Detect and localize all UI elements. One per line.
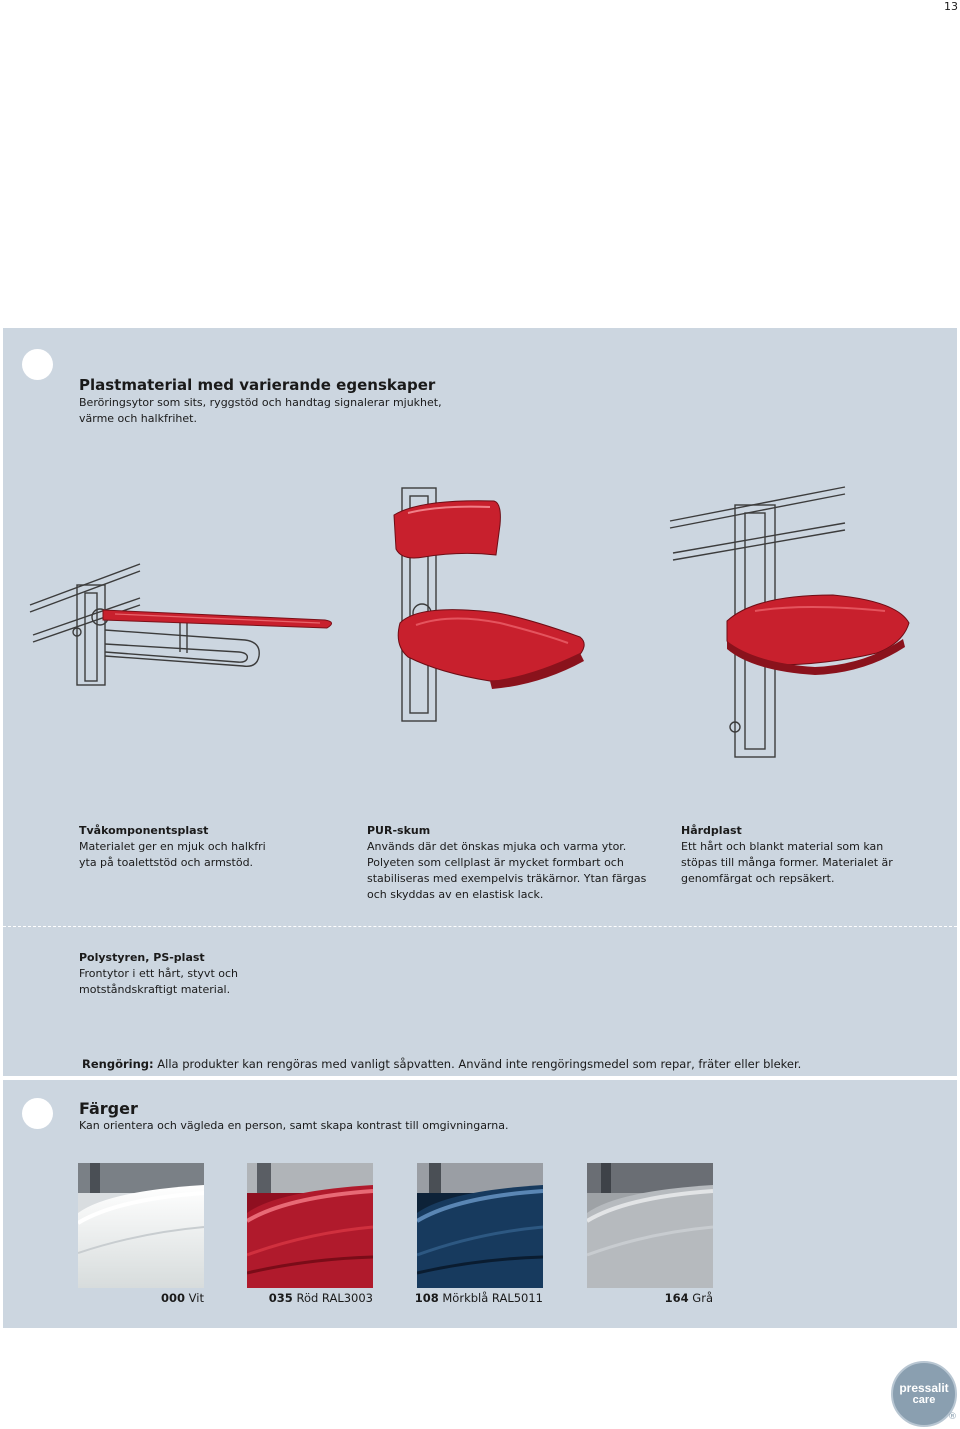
plastics-intro-line-1: Beröringsytor som sits, ryggstöd och handtag signalerar mjukhet, [79, 396, 442, 409]
material-two-component [79, 823, 299, 871]
material-line: Materialet ger en mjuk och halkfri [79, 840, 266, 853]
pressalit-care-logo [890, 1360, 958, 1428]
plastics-intro [79, 395, 479, 427]
material-pur-foam [367, 823, 667, 903]
material-line: stabiliseras med exempelvis träkärnor. Ytan färgas [367, 872, 647, 885]
foam-seat-illustration [380, 485, 600, 730]
colors-intro: Kan orientera och vägleda en person, samt skapa kontrast till omgivningarna. [79, 1119, 509, 1132]
page-number: 13 [944, 0, 958, 13]
swatch-name: Mörkblå RAL5011 [438, 1291, 543, 1305]
cleaning-note [82, 1056, 952, 1072]
swatch-code: 164 [664, 1291, 689, 1305]
section-divider [3, 926, 957, 927]
colors-title: Färger [79, 1099, 138, 1118]
material-hard-plastic [681, 823, 941, 887]
section-bullet-circle [22, 349, 53, 380]
swatch-code: 108 [414, 1291, 439, 1305]
material-heading: Hårdplast [681, 824, 742, 837]
section-bullet-circle [22, 1098, 53, 1129]
hard-seat-illustration [665, 483, 915, 763]
material-line: stöpas till många former. Materialet är [681, 856, 893, 869]
material-heading: PUR-skum [367, 824, 431, 837]
plastics-intro-line-2: värme och halkfrihet. [79, 412, 197, 425]
swatch-label-white [78, 1291, 204, 1305]
material-line: och skyddas av en elastisk lack. [367, 888, 544, 901]
swatch-name: Vit [185, 1291, 204, 1305]
swatch-red [247, 1163, 373, 1288]
armrest-illustration [25, 560, 345, 695]
swatch-white [78, 1163, 204, 1288]
swatch-label-red [247, 1291, 373, 1305]
cleaning-label: Rengöring: [82, 1057, 154, 1071]
swatch-code: 035 [268, 1291, 293, 1305]
material-line: yta på toalettstöd och armstöd. [79, 856, 254, 869]
swatch-code: 000 [161, 1291, 186, 1305]
material-polystyrene [79, 950, 339, 998]
backrest-pad [394, 501, 500, 558]
swatch-label-dark-blue [400, 1291, 543, 1305]
material-line: Används där det önskas mjuka och varma ytor. [367, 840, 627, 853]
material-line: motståndskraftigt material. [79, 983, 231, 996]
logo-text-care: care [912, 1394, 936, 1406]
logo-text-pressalit: pressalit [899, 1381, 949, 1395]
material-line: Frontytor i ett hårt, styvt och [79, 967, 239, 980]
cleaning-text: Alla produkter kan rengöras med vanligt såpvatten. Använd inte rengöringsmedel som repar, fräter eller bleker. [153, 1057, 802, 1071]
plastics-title: Plastmaterial med varierande egenskaper [79, 376, 436, 394]
material-line: Polyeten som cellplast är mycket formbart och [367, 856, 624, 869]
material-heading: Polystyren, PS-plast [79, 951, 205, 964]
material-line: Ett hårt och blankt material som kan [681, 840, 884, 853]
swatch-label-grey [587, 1291, 713, 1305]
material-heading: Tvåkomponentsplast [79, 824, 209, 837]
material-line: genomfärgat och repsäkert. [681, 872, 835, 885]
swatch-name: Grå [688, 1291, 713, 1305]
swatch-dark-blue [417, 1163, 543, 1288]
swatch-name: Röd RAL3003 [292, 1291, 373, 1305]
swatch-grey [587, 1163, 713, 1288]
registered-mark: ® [948, 1412, 957, 1422]
